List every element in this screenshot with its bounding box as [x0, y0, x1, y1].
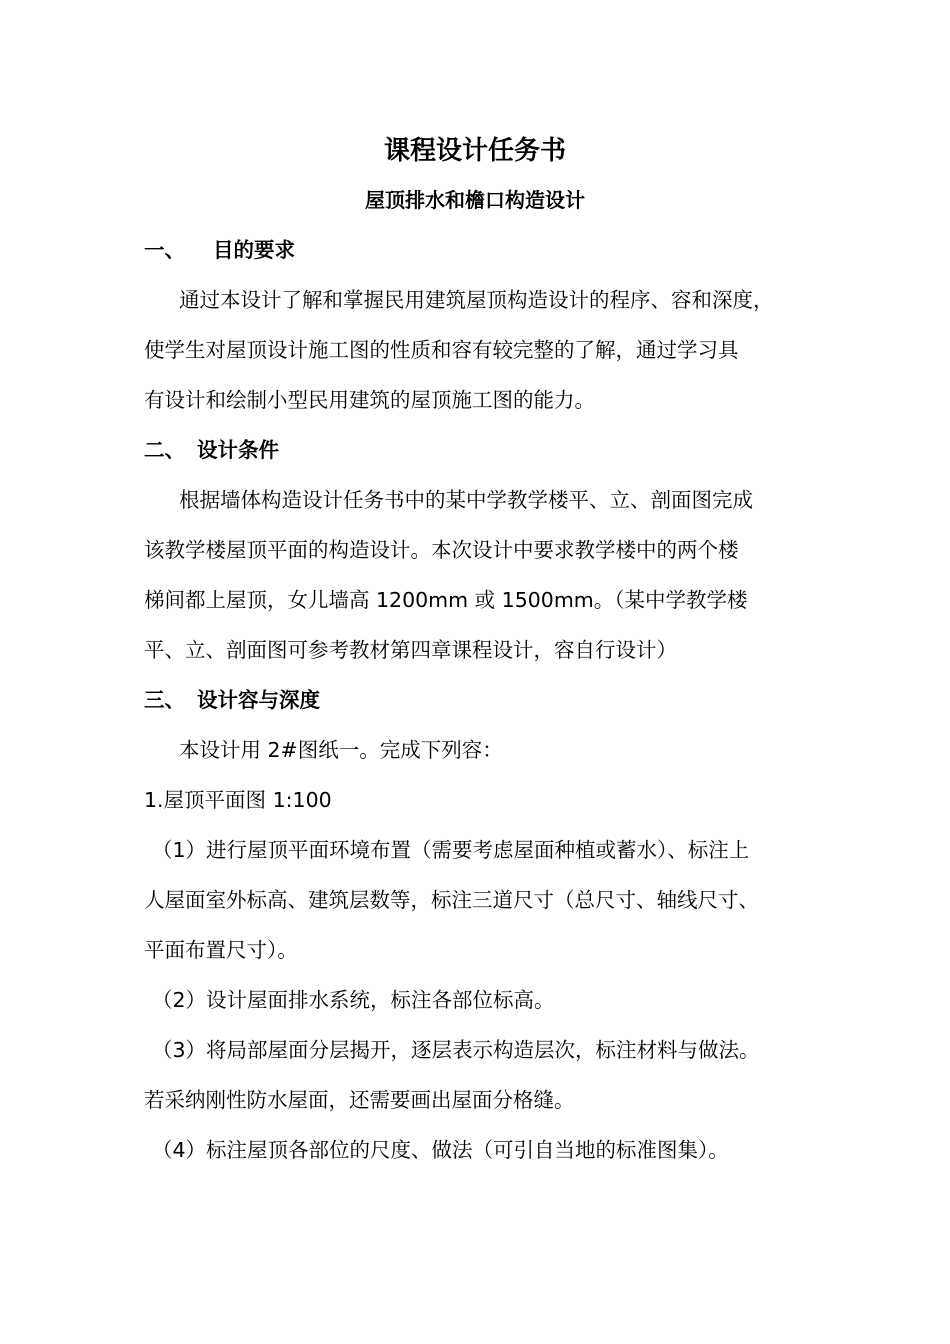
- sub-item-line: （4）标注屋顶各部位的尺度、做法（可引自当地的标准图集）。: [152, 1138, 729, 1162]
- paragraph-line: 梯间都上屋顶，女儿墙高 1200mm 或 1500mm。（某中学教学楼: [144, 588, 748, 612]
- section-heading-text: 设计条件: [197, 438, 279, 462]
- section-heading-3: [144, 687, 834, 737]
- section-heading-2: [144, 437, 834, 487]
- section-heading-text: 设计容与深度: [197, 688, 320, 712]
- paragraph-line: 通过本设计了解和掌握民用建筑屋顶构造设计的程序、容和深度，: [179, 288, 774, 312]
- paragraph-line: 本设计用 2#图纸一。完成下列容：: [179, 738, 503, 762]
- sub-item-line: （1）进行屋顶平面环境布置（需要考虑屋面种植或蓄水）、标注上: [152, 838, 750, 862]
- section-number: 二、: [144, 438, 185, 462]
- paragraph-line: 有设计和绘制小型民用建筑的屋顶施工图的能力。: [144, 388, 595, 412]
- sub-item-line: （3）将局部屋面分层揭开，逐层表示构造层次，标注材料与做法。: [152, 1038, 760, 1062]
- paragraph-line: 根据墙体构造设计任务书中的某中学教学楼平、立、剖面图完成: [179, 488, 753, 512]
- section-number: 三、: [144, 688, 185, 712]
- sub-item-line: 若采纳刚性防水屋面，还需要画出屋面分格缝。: [144, 1088, 575, 1112]
- paragraph-line: 该教学楼屋顶平面的构造设计。本次设计中要求教学楼中的两个楼: [144, 538, 739, 562]
- sub-item-line: 平面布置尺寸）。: [144, 938, 298, 962]
- section-heading-text: 目的要求: [213, 238, 295, 262]
- item-title: 1.屋顶平面图 1:100: [144, 788, 332, 812]
- paragraph-line: 使学生对屋顶设计施工图的性质和容有较完整的了解，通过学习具: [144, 338, 739, 362]
- paragraph-line: 平、立、剖面图可参考教材第四章课程设计，容自行设计）: [144, 638, 677, 662]
- section-number: 一、: [144, 238, 185, 262]
- document-body: [144, 237, 834, 1187]
- document-title: 课程设计任务书: [383, 136, 566, 166]
- sub-item-line: 人屋面室外标高、建筑层数等，标注三道尺寸（总尺寸、轴线尺寸、: [144, 888, 759, 912]
- sub-item-line: （2）设计屋面排水系统，标注各部位标高。: [152, 988, 555, 1012]
- section-heading-1: [144, 237, 834, 287]
- document-subtitle: 屋顶排水和檐口构造设计: [365, 188, 585, 212]
